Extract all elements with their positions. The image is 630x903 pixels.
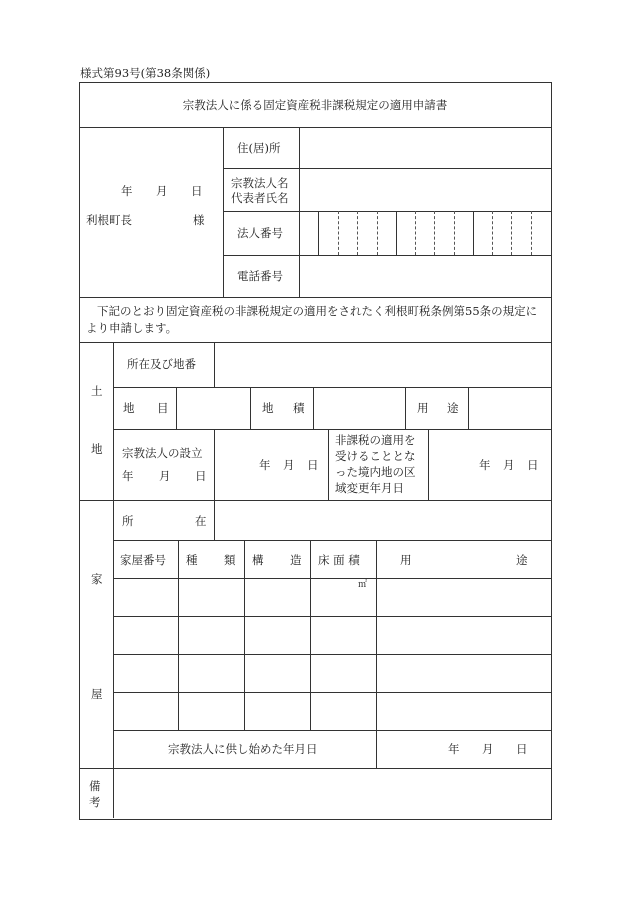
area-label-2: 積 [293,401,305,415]
house-location-field[interactable] [215,501,550,540]
corp-number-label: 法人番号 [237,226,283,240]
col-kind-1: 種 [186,553,198,567]
remarks-label-1: 備 [89,779,101,793]
established-month: 月 [159,469,171,483]
change-label-4: 域変更年月日 [335,481,404,495]
change-date-day: 日 [527,458,539,472]
table-row[interactable] [114,617,551,654]
house-location-label-2: 在 [195,514,207,528]
table-row[interactable] [114,693,551,730]
form-number: 様式第93号(第38条関係) [80,66,211,80]
corp-name-label-2: 代表者氏名 [231,191,289,205]
date-year: 年 [121,184,133,198]
house-label-1: 家 [91,572,103,586]
corp-name-field[interactable] [300,169,550,211]
land-location-label: 所在及び地番 [127,357,196,371]
col-kind-2: 類 [224,553,236,567]
use-label-1: 用 [417,401,429,415]
established-year: 年 [122,469,134,483]
change-date-year: 年 [479,458,491,472]
date-month: 月 [156,184,168,198]
corp-number-field[interactable] [319,212,550,255]
house-start-label: 宗教法人に供し始めた年月日 [168,742,318,756]
established-date-day: 日 [307,458,319,472]
chimoku-label-1: 地 [123,401,135,415]
change-date-month: 月 [503,458,515,472]
col-house-number: 家屋番号 [120,553,166,567]
change-label-2: 受けることとな [335,449,416,463]
use-label-2: 途 [447,401,459,415]
established-label: 宗教法人の設立 [122,446,203,460]
house-label-2: 屋 [91,687,103,701]
established-date-year: 年 [259,458,271,472]
date-day: 日 [191,184,203,198]
address-field[interactable] [300,128,550,168]
land-label-2: 地 [91,442,103,456]
address-label: 住(居)所 [237,141,281,155]
land-label-1: 土 [91,384,103,398]
land-use-field[interactable] [469,388,550,429]
statement: 下記のとおり固定資産税の非課税規定の適用をされたく利根町税条例第55条の規定により申請します。 [86,304,538,335]
col-floor-area: 床 面 積 [318,553,360,567]
land-location-field[interactable] [215,343,550,387]
area-field[interactable] [314,388,405,429]
remarks-label-2: 考 [89,795,101,809]
corp-name-label-1: 宗教法人名 [231,176,289,190]
floor-area-unit: ㎡ [358,580,368,590]
addressee: 利根町長 [86,213,132,227]
area-label-1: 地 [262,401,274,415]
house-start-year: 年 [448,742,460,756]
established-day: 日 [195,469,207,483]
col-use-2: 途 [516,553,528,567]
change-label-3: った境内地の区 [335,465,416,479]
established-date-month: 月 [283,458,295,472]
col-structure-1: 構 [252,553,264,567]
change-label-1: 非課税の適用を [335,433,416,447]
remarks-field[interactable] [114,769,550,818]
chimoku-label-2: 目 [157,401,169,415]
chimoku-field[interactable] [177,388,250,429]
house-start-month: 月 [482,742,494,756]
col-structure-2: 造 [290,553,302,567]
phone-label: 電話番号 [237,269,283,283]
house-start-day: 日 [516,742,528,756]
house-location-label-1: 所 [122,514,134,528]
table-row[interactable] [114,655,551,692]
addressee-honorific: 様 [193,213,205,227]
table-row[interactable] [114,579,551,616]
phone-field[interactable] [300,256,550,297]
form-title: 宗教法人に係る固定資産税非課税規定の適用申請書 [182,98,448,112]
col-use-1: 用 [400,553,412,567]
